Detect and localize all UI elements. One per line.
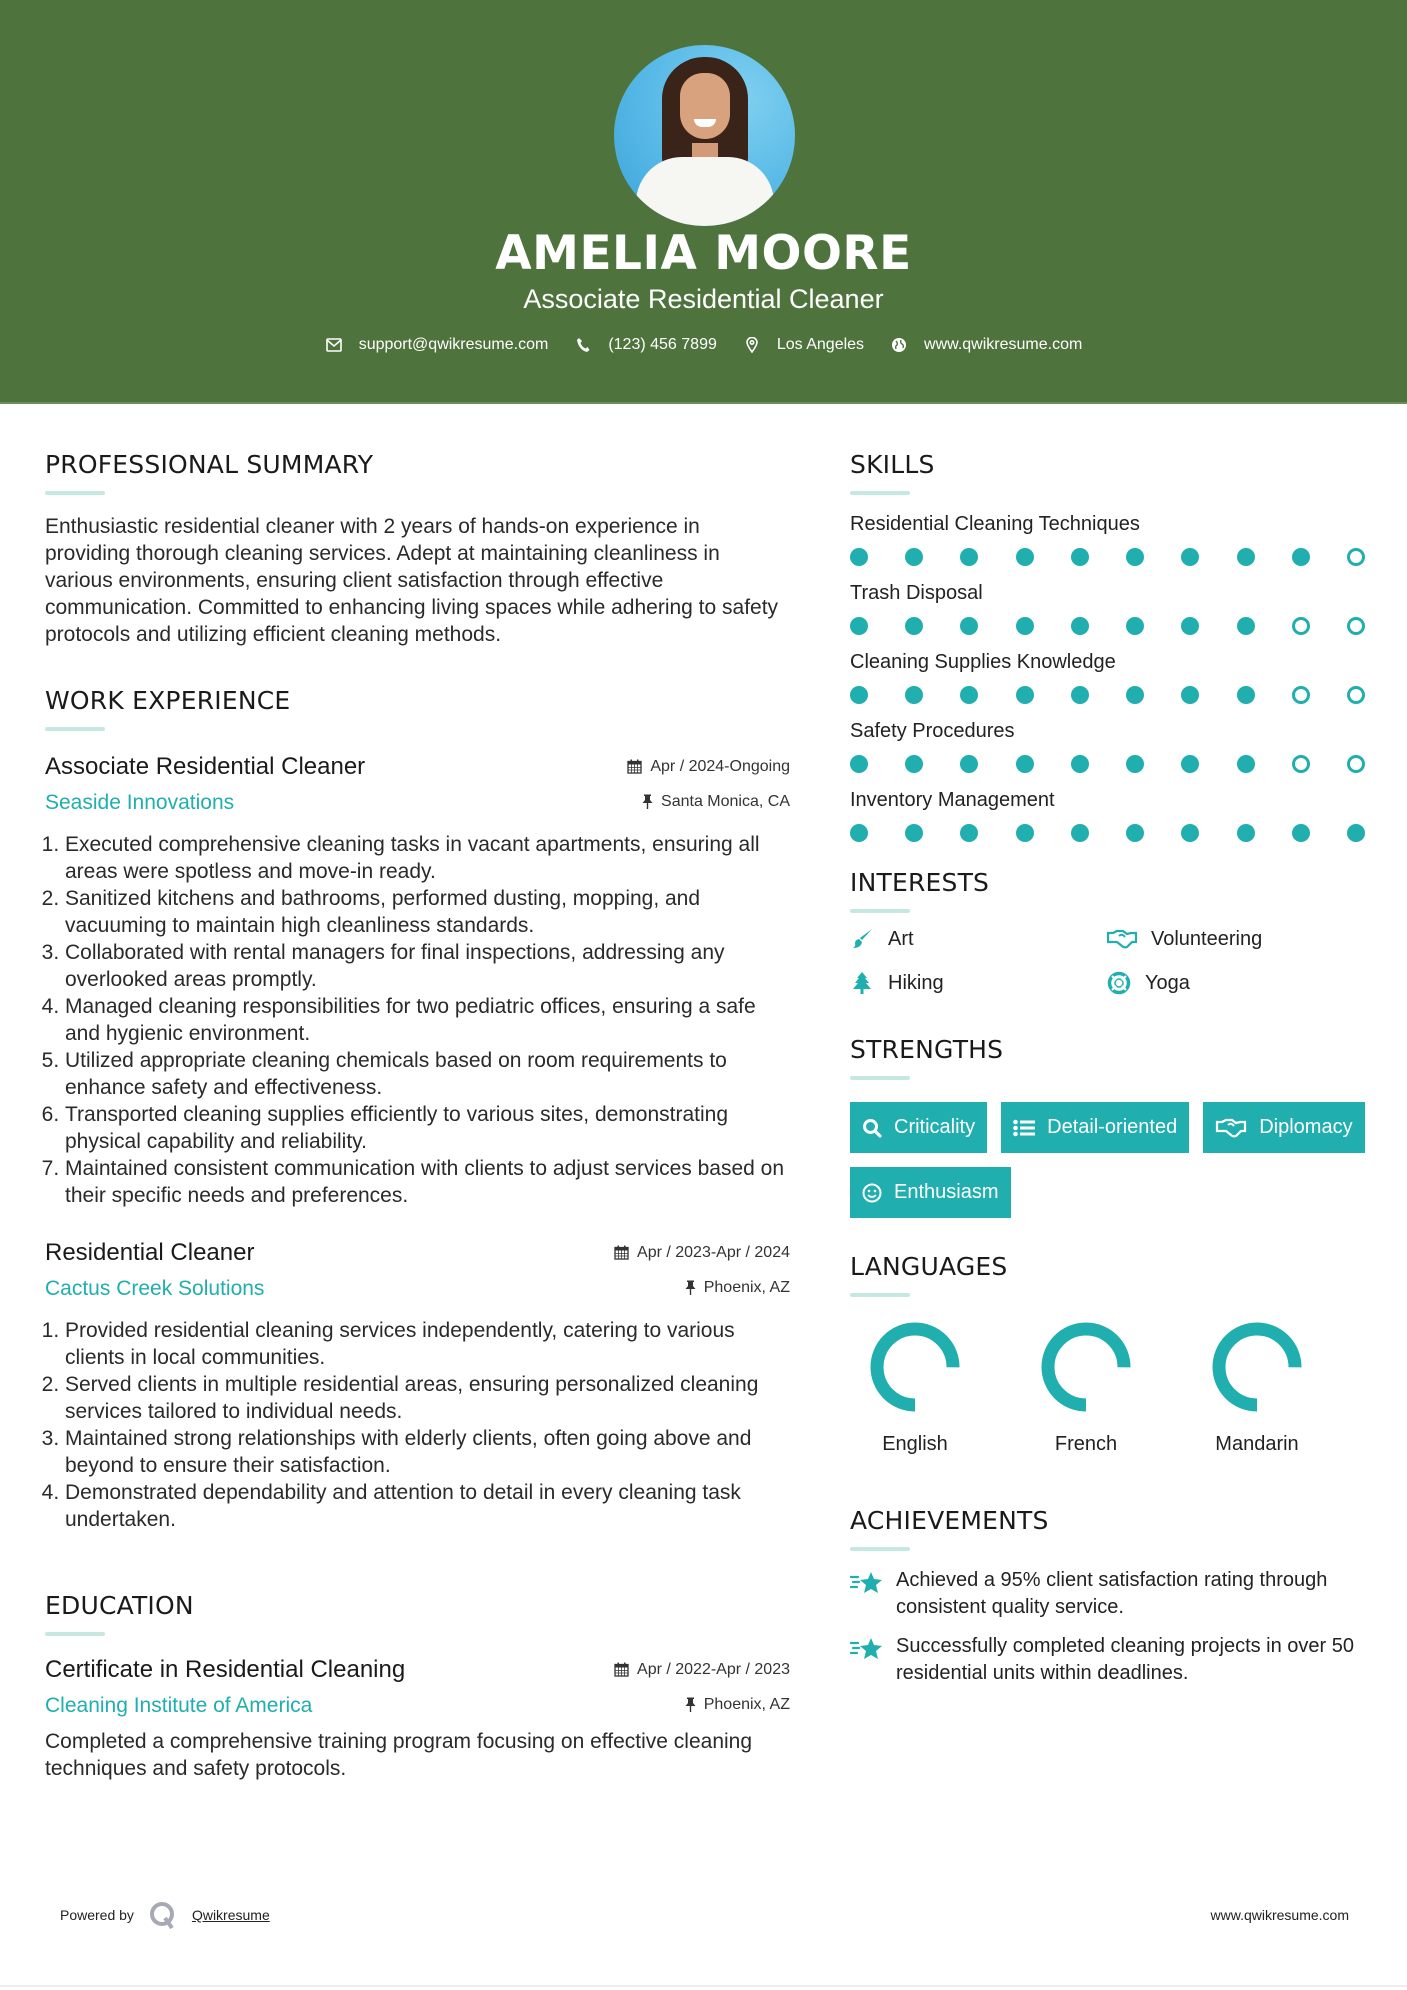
resume-header: [0, 0, 1407, 404]
achievement-item: Achieved a 95% client satisfaction rating through consistent quality service.: [850, 1567, 1370, 1621]
lifebuoy-icon: [1107, 971, 1131, 995]
school-name: Cleaning Institute of America: [45, 1694, 313, 1717]
rating-dot-empty: [1292, 617, 1310, 635]
rating-dot-filled: [1016, 686, 1034, 704]
section-underline: [850, 1547, 910, 1551]
pushpin-icon: [642, 794, 653, 809]
rating-dot-filled: [1071, 824, 1089, 842]
contact-phone-text: (123) 456 7899: [608, 336, 717, 353]
skill-name: Residential Cleaning Techniques: [850, 513, 1140, 535]
job-entry: [45, 753, 790, 1209]
language-progress-ring: [1038, 1319, 1134, 1415]
rating-dot-filled: [1181, 824, 1199, 842]
strength-chip: Criticality: [850, 1102, 987, 1153]
rating-dot-filled: [1126, 617, 1144, 635]
calendar-icon: [614, 1245, 629, 1260]
page-bottom-divider: [0, 1985, 1407, 1987]
section-title-summary: PROFESSIONAL SUMMARY: [45, 450, 374, 479]
summary-section: [45, 450, 790, 648]
rating-dot-empty: [1347, 755, 1365, 773]
rating-dot-filled: [1292, 824, 1310, 842]
section-title-interests: INTERESTS: [850, 868, 990, 897]
duty-item: 2. Sanitized kitchens and bathrooms, performed dusting, mopping, and vacuuming to maintain high cleanliness standards.: [65, 885, 790, 939]
duty-item: 2. Served clients in multiple residential areas, ensuring personalized cleaning services tailored to individual needs.: [65, 1371, 790, 1425]
calendar-icon: [627, 759, 642, 774]
rating-dot-filled: [1292, 548, 1310, 566]
language-name: Mandarin: [1215, 1433, 1299, 1455]
section-underline: [45, 1632, 105, 1636]
rating-dot-filled: [905, 686, 923, 704]
experience-section: [45, 686, 790, 1533]
job-title: Associate Residential Cleaner: [45, 753, 366, 780]
candidate-role: Associate Residential Cleaner: [523, 284, 884, 314]
education-section: [45, 1591, 790, 1782]
duty-item: 3. Maintained strong relationships with elderly clients, often going above and beyond to ensure their satisfaction.: [65, 1425, 790, 1479]
contact-phone[interactable]: [574, 336, 717, 354]
interest-item: Art: [850, 927, 1107, 951]
section-title-languages: LANGUAGES: [850, 1252, 1008, 1281]
language-progress-ring: [867, 1319, 963, 1415]
skills-section: [850, 450, 1370, 842]
language-name: English: [882, 1433, 948, 1455]
rating-dot-filled: [1071, 617, 1089, 635]
profile-photo: [614, 45, 795, 226]
section-underline: [45, 491, 105, 495]
education-date: Apr / 2022-Apr / 2023: [614, 1661, 790, 1679]
rating-dot-filled: [1071, 755, 1089, 773]
language-progress-ring: [1209, 1319, 1305, 1415]
company-name: Seaside Innovations: [45, 791, 235, 814]
rating-dot-filled: [850, 617, 868, 635]
rating-dot-filled: [1126, 686, 1144, 704]
strength-chip: Enthusiasm: [850, 1167, 1011, 1218]
language-name: French: [1054, 1433, 1118, 1455]
skill-name: Cleaning Supplies Knowledge: [850, 651, 1116, 673]
contact-location-text: Los Angeles: [776, 336, 865, 353]
rating-dot-filled: [905, 548, 923, 566]
phone-icon: [574, 336, 592, 354]
rating-dot-filled: [905, 824, 923, 842]
job-date: Apr / 2023-Apr / 2024: [614, 1244, 790, 1262]
language-item: [1021, 1319, 1192, 1456]
rating-dot-filled: [1181, 755, 1199, 773]
section-title-skills: SKILLS: [850, 450, 935, 479]
shooting-star-icon: [850, 1635, 884, 1665]
rating-dot-filled: [850, 686, 868, 704]
job-entry: [45, 1239, 790, 1533]
skill-rating: [850, 824, 1365, 842]
summary-text: Enthusiastic residential cleaner with 2 years of hands-on experience in providing thorough cleaning services. Adept at maintaining cleanliness in various environments, ensuring client satisfaction through effective communication. Committed to enhancing living spaces while adhering to safety protocols and utilizing efficient cleaning methods.: [45, 515, 779, 646]
pushpin-icon: [685, 1697, 696, 1712]
strengths-list: [850, 1102, 1370, 1218]
interest-item: Yoga: [1107, 971, 1364, 995]
rating-dot-filled: [1237, 548, 1255, 566]
skills-list: [850, 513, 1370, 842]
rating-dot-empty: [1292, 686, 1310, 704]
rating-dot-filled: [1071, 548, 1089, 566]
right-column: [850, 450, 1370, 1699]
achievement-item: Successfully completed cleaning projects in over 50 residential units within deadlines.: [850, 1633, 1370, 1687]
section-underline: [850, 1076, 910, 1080]
search-icon: [862, 1118, 882, 1138]
duty-item: 3. Collaborated with rental managers for final inspections, addressing any overlooked areas promptly.: [65, 939, 790, 993]
duty-item: 1. Provided residential cleaning services independently, catering to various clients in local communities.: [65, 1317, 790, 1371]
left-column: [45, 450, 790, 1782]
skill-name: Inventory Management: [850, 789, 1055, 811]
section-title-achievements: ACHIEVEMENTS: [850, 1506, 1049, 1535]
rating-dot-filled: [1237, 755, 1255, 773]
strength-chip: Diplomacy: [1203, 1102, 1364, 1153]
rating-dot-filled: [1126, 755, 1144, 773]
languages-section: [850, 1252, 1370, 1456]
skill-rating: [850, 617, 1365, 635]
candidate-name: AMELIA MOORE: [495, 226, 912, 281]
envelope-icon: [325, 336, 343, 354]
section-underline: [850, 909, 910, 913]
language-item: [1192, 1319, 1363, 1456]
rating-dot-filled: [960, 686, 978, 704]
pushpin-icon: [685, 1280, 696, 1295]
contact-website-text: www.qwikresume.com: [924, 336, 1083, 353]
rating-dot-filled: [850, 755, 868, 773]
rating-dot-filled: [1126, 548, 1144, 566]
rating-dot-filled: [960, 617, 978, 635]
shooting-star-icon: [850, 1569, 884, 1599]
education-entry: [45, 1656, 790, 1782]
interest-item: Hiking: [850, 971, 1107, 995]
map-marker-icon: [743, 336, 761, 354]
rating-dot-empty: [1347, 617, 1365, 635]
interest-item: Volunteering: [1107, 927, 1364, 951]
section-title-experience: WORK EXPERIENCE: [45, 686, 291, 715]
skill-name: Safety Procedures: [850, 720, 1015, 742]
job-location: Phoenix, AZ: [685, 1279, 790, 1297]
section-title-education: EDUCATION: [45, 1591, 194, 1620]
footer-powered-by: Powered by Qwikresume: [60, 1900, 270, 1930]
skill-rating: [850, 686, 1365, 704]
handshake-icon: [1107, 927, 1137, 951]
interests-section: [850, 868, 1370, 995]
rating-dot-filled: [1016, 617, 1034, 635]
rating-dot-empty: [1347, 548, 1365, 566]
qwikresume-link[interactable]: Qwikresume: [191, 1907, 270, 1923]
rating-dot-filled: [960, 548, 978, 566]
footer-site-link[interactable]: www.qwikresume.com: [1210, 1907, 1349, 1923]
strengths-section: [850, 1035, 1370, 1218]
qwikresume-logo-icon: [148, 1900, 178, 1930]
rating-dot-empty: [1347, 686, 1365, 704]
handshake-icon: [1215, 1118, 1247, 1138]
contact-email[interactable]: [325, 336, 549, 354]
rating-dot-filled: [905, 617, 923, 635]
paintbrush-icon: [850, 927, 874, 951]
duty-item: 5. Utilized appropriate cleaning chemicals based on room requirements to enhance safety and effectiveness.: [65, 1047, 790, 1101]
job-location: Santa Monica, CA: [642, 793, 790, 811]
duty-item: 4. Demonstrated dependability and attention to detail in every cleaning task undertaken.: [65, 1479, 790, 1533]
rating-dot-filled: [1181, 617, 1199, 635]
section-underline: [850, 491, 910, 495]
company-name: Cactus Creek Solutions: [45, 1277, 265, 1300]
rating-dot-filled: [960, 824, 978, 842]
skill-name: Trash Disposal: [850, 582, 983, 604]
contact-location: [743, 336, 864, 354]
language-item: [850, 1319, 1021, 1456]
rating-dot-filled: [1181, 686, 1199, 704]
rating-dot-filled: [850, 548, 868, 566]
education-description: Completed a comprehensive training program focusing on effective cleaning techniques and safety protocols.: [45, 1730, 753, 1780]
rating-dot-filled: [1347, 824, 1365, 842]
rating-dot-filled: [1016, 824, 1034, 842]
duty-list: [45, 1317, 790, 1533]
duty-item: 4. Managed cleaning responsibilities for two pediatric offices, ensuring a safe and hygienic environment.: [65, 993, 790, 1047]
job-date: Apr / 2024-Ongoing: [627, 758, 790, 776]
rating-dot-filled: [1181, 548, 1199, 566]
globe-icon: [890, 336, 908, 354]
achievements-section: [850, 1506, 1370, 1687]
rating-dot-filled: [850, 824, 868, 842]
rating-dot-filled: [1237, 686, 1255, 704]
degree-title: Certificate in Residential Cleaning: [45, 1656, 406, 1683]
rating-dot-filled: [1237, 617, 1255, 635]
rating-dot-filled: [1126, 824, 1144, 842]
interests-list: [850, 927, 1370, 995]
section-title-strengths: STRENGTHS: [850, 1035, 1004, 1064]
rating-dot-filled: [1237, 824, 1255, 842]
smiley-icon: [862, 1183, 882, 1203]
skill-rating: [850, 755, 1365, 773]
calendar-icon: [614, 1662, 629, 1677]
strength-chip: Detail-oriented: [1001, 1102, 1189, 1153]
rating-dot-filled: [1071, 686, 1089, 704]
job-title: Residential Cleaner: [45, 1239, 255, 1266]
contact-bar: [0, 336, 1407, 354]
rating-dot-empty: [1292, 755, 1310, 773]
section-underline: [45, 727, 105, 731]
duty-item: 6. Transported cleaning supplies efficiently to various sites, demonstrating physical capability and reliability.: [65, 1101, 790, 1155]
contact-website[interactable]: [890, 336, 1082, 354]
duty-item: 7. Maintained consistent communication with clients to adjust services based on their specific needs and preferences.: [65, 1155, 790, 1209]
rating-dot-filled: [960, 755, 978, 773]
rating-dot-filled: [905, 755, 923, 773]
tree-icon: [850, 971, 874, 995]
rating-dot-filled: [1016, 755, 1034, 773]
section-underline: [850, 1293, 910, 1297]
contact-email-text: support@qwikresume.com: [358, 336, 549, 353]
education-location: Phoenix, AZ: [685, 1696, 790, 1714]
languages-list: [850, 1319, 1370, 1456]
duty-list: [45, 831, 790, 1209]
skill-rating: [850, 548, 1365, 566]
rating-dot-filled: [1016, 548, 1034, 566]
duty-item: 1. Executed comprehensive cleaning tasks in vacant apartments, ensuring all areas were spotless and move-in ready.: [65, 831, 790, 885]
list-icon: [1013, 1119, 1035, 1137]
